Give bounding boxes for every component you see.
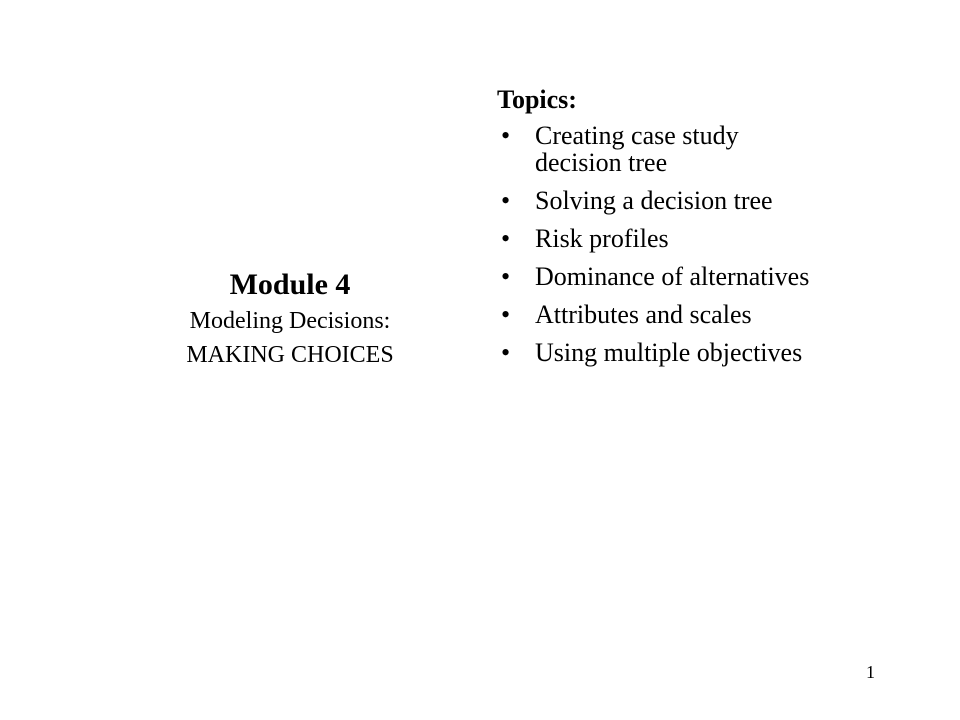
topic-text: Risk profiles (535, 224, 669, 253)
topics-block (497, 82, 927, 377)
topic-text: Attributes and scales (535, 300, 752, 329)
module-subtitle-line-2: MAKING CHOICES (186, 342, 394, 368)
bullet-icon: • (501, 262, 511, 291)
topic-item-multiple-objectives (497, 339, 927, 366)
bullet-icon: • (501, 186, 511, 215)
bullet-icon: • (501, 224, 511, 253)
page-number: 1 (866, 662, 875, 682)
topic-text: Dominance of alternatives (535, 262, 810, 291)
topic-item-dominance (497, 263, 927, 290)
module-title-block (110, 266, 470, 372)
module-subtitle-line-1: Modeling Decisions: (189, 308, 391, 334)
bullet-icon: • (501, 300, 511, 329)
topics-heading: Topics: (497, 85, 577, 114)
topic-text-line-2: decision tree (535, 148, 668, 177)
topic-item-case-study-tree (497, 122, 927, 176)
module-title: Module 4 (229, 268, 351, 301)
topic-text-line-1: Creating case study (535, 121, 739, 150)
topic-text: Using multiple objectives (535, 338, 803, 367)
topic-item-solving-tree (497, 187, 927, 214)
bullet-icon: • (501, 121, 511, 150)
topic-text: Solving a decision tree (535, 186, 773, 215)
topic-item-attributes-scales (497, 301, 927, 328)
bullet-icon: • (501, 338, 511, 367)
topic-list (497, 122, 927, 366)
topic-item-risk-profiles (497, 225, 927, 252)
